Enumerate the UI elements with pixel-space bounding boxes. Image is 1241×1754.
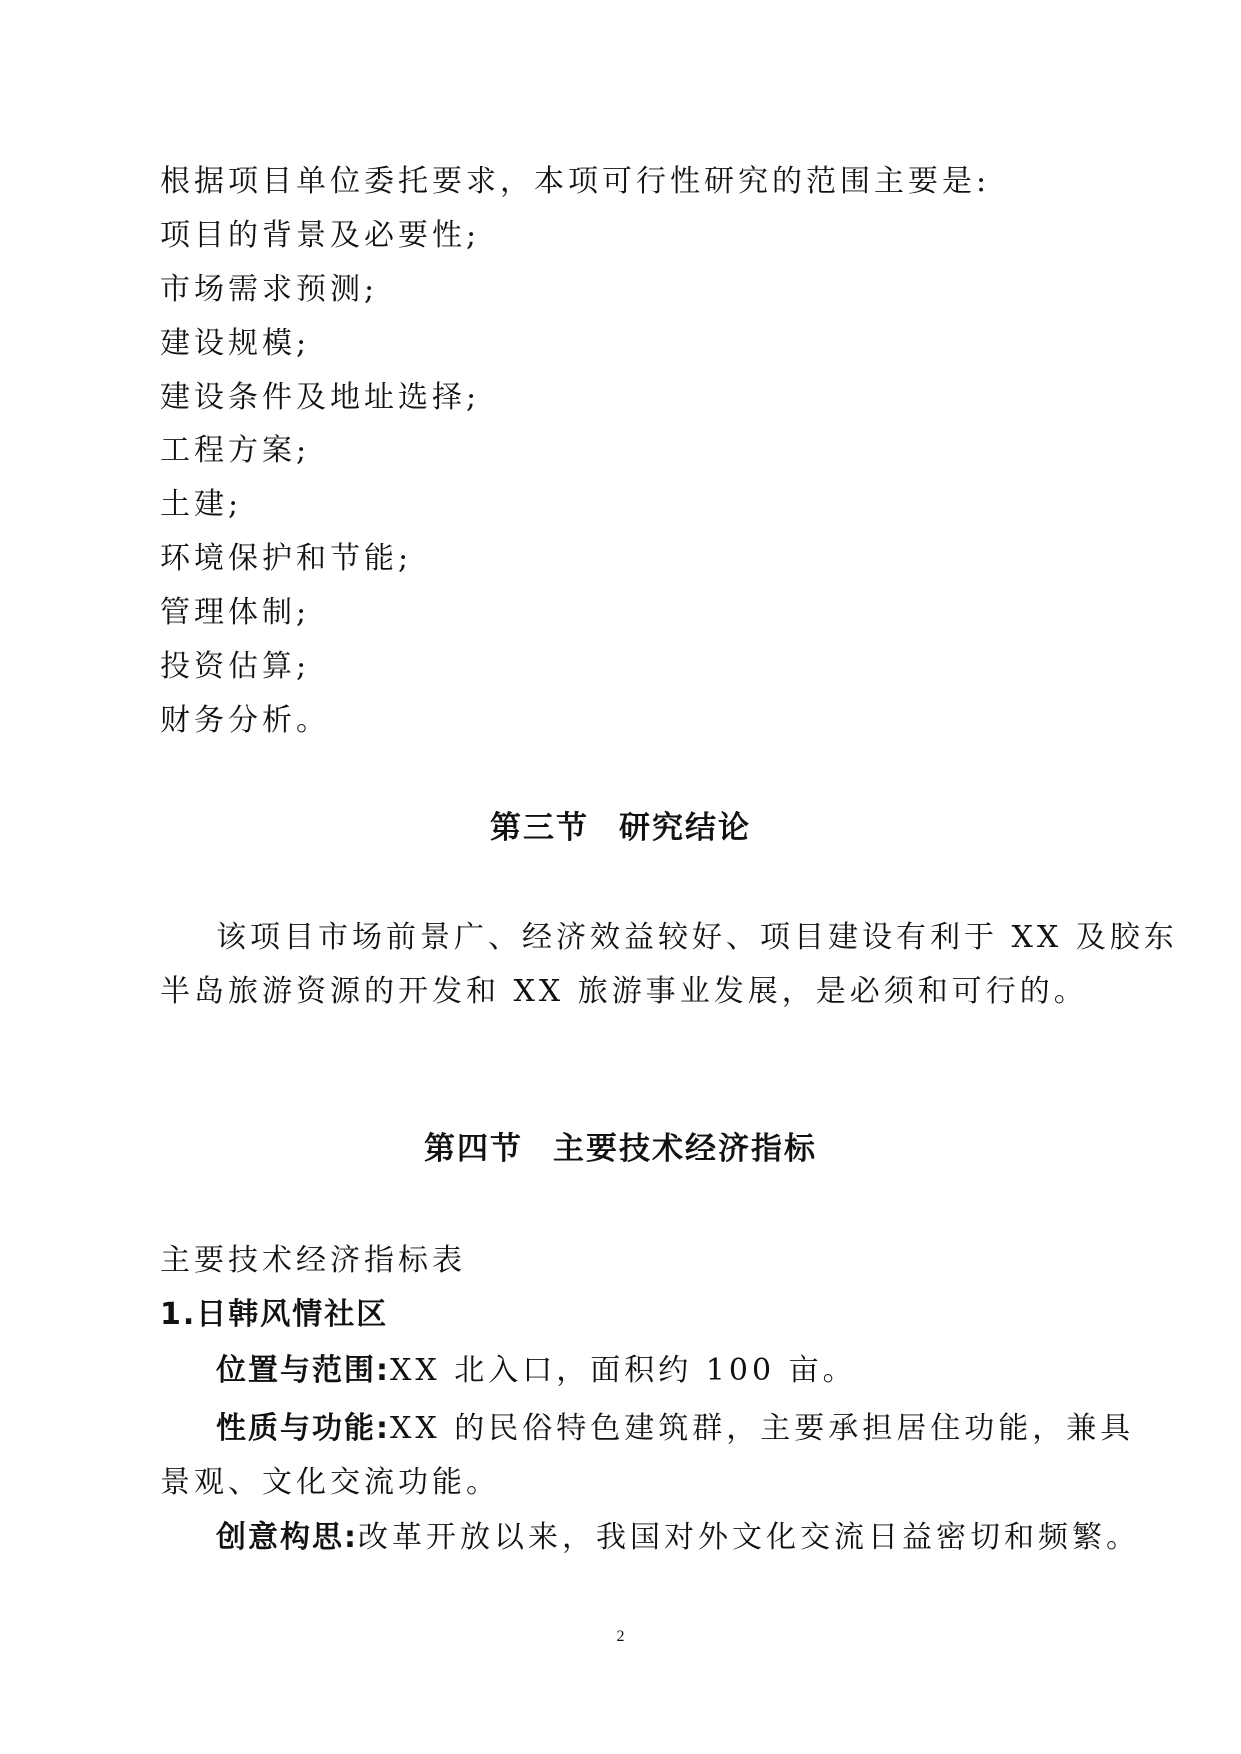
scope-item: 管理体制; [160, 595, 311, 630]
scope-item: 财务分析。 [160, 703, 330, 738]
scope-intro: 根据项目单位委托要求，本项可行性研究的范围主要是: [160, 164, 991, 199]
scope-item: 投资估算; [160, 649, 311, 684]
nature-paragraph [216, 1411, 1134, 1447]
page-number: 2 [616, 1628, 625, 1645]
section-3-paragraph-line: 该项目市场前景广、经济效益较好、项目建设有利于 XX 及胶东 [216, 920, 1178, 955]
location-paragraph [216, 1353, 857, 1389]
location-text: XX 北入口，面积约 100 亩。 [390, 1353, 857, 1388]
nature-label: 性质与功能: [216, 1411, 390, 1446]
section-4-heading [0, 1130, 1241, 1168]
scope-item: 建设条件及地址选择; [160, 380, 481, 415]
section-4-title: 主要技术经济指标 [553, 1131, 817, 1167]
scope-item: 土建; [160, 487, 243, 522]
scope-item: 建设规模; [160, 326, 311, 361]
section-4-number: 第四节 [424, 1131, 523, 1167]
location-label: 位置与范围: [216, 1353, 390, 1388]
concept-label: 创意构思: [216, 1520, 358, 1555]
section-3-paragraph-line: 半岛旅游资源的开发和 XX 旅游事业发展，是必须和可行的。 [160, 974, 1088, 1009]
nature-text: XX 的民俗特色建筑群，主要承担居住功能，兼具 [390, 1411, 1135, 1446]
section-3-title: 研究结论 [619, 810, 751, 846]
scope-item: 环境保护和节能; [160, 541, 413, 576]
table-caption: 主要技术经济指标表 [160, 1243, 466, 1278]
section-3-heading [0, 809, 1241, 847]
section-3-number: 第三节 [490, 810, 589, 846]
scope-item: 工程方案; [160, 433, 311, 468]
concept-text: 改革开放以来，我国对外文化交流日益密切和频繁。 [358, 1520, 1140, 1555]
subsection-title: 1.日韩风情社区 [160, 1297, 389, 1332]
scope-item: 市场需求预测; [160, 272, 379, 307]
nature-paragraph-continued: 景观、文化交流功能。 [160, 1465, 500, 1500]
concept-paragraph [216, 1520, 1140, 1556]
scope-item: 项目的背景及必要性; [160, 218, 481, 253]
